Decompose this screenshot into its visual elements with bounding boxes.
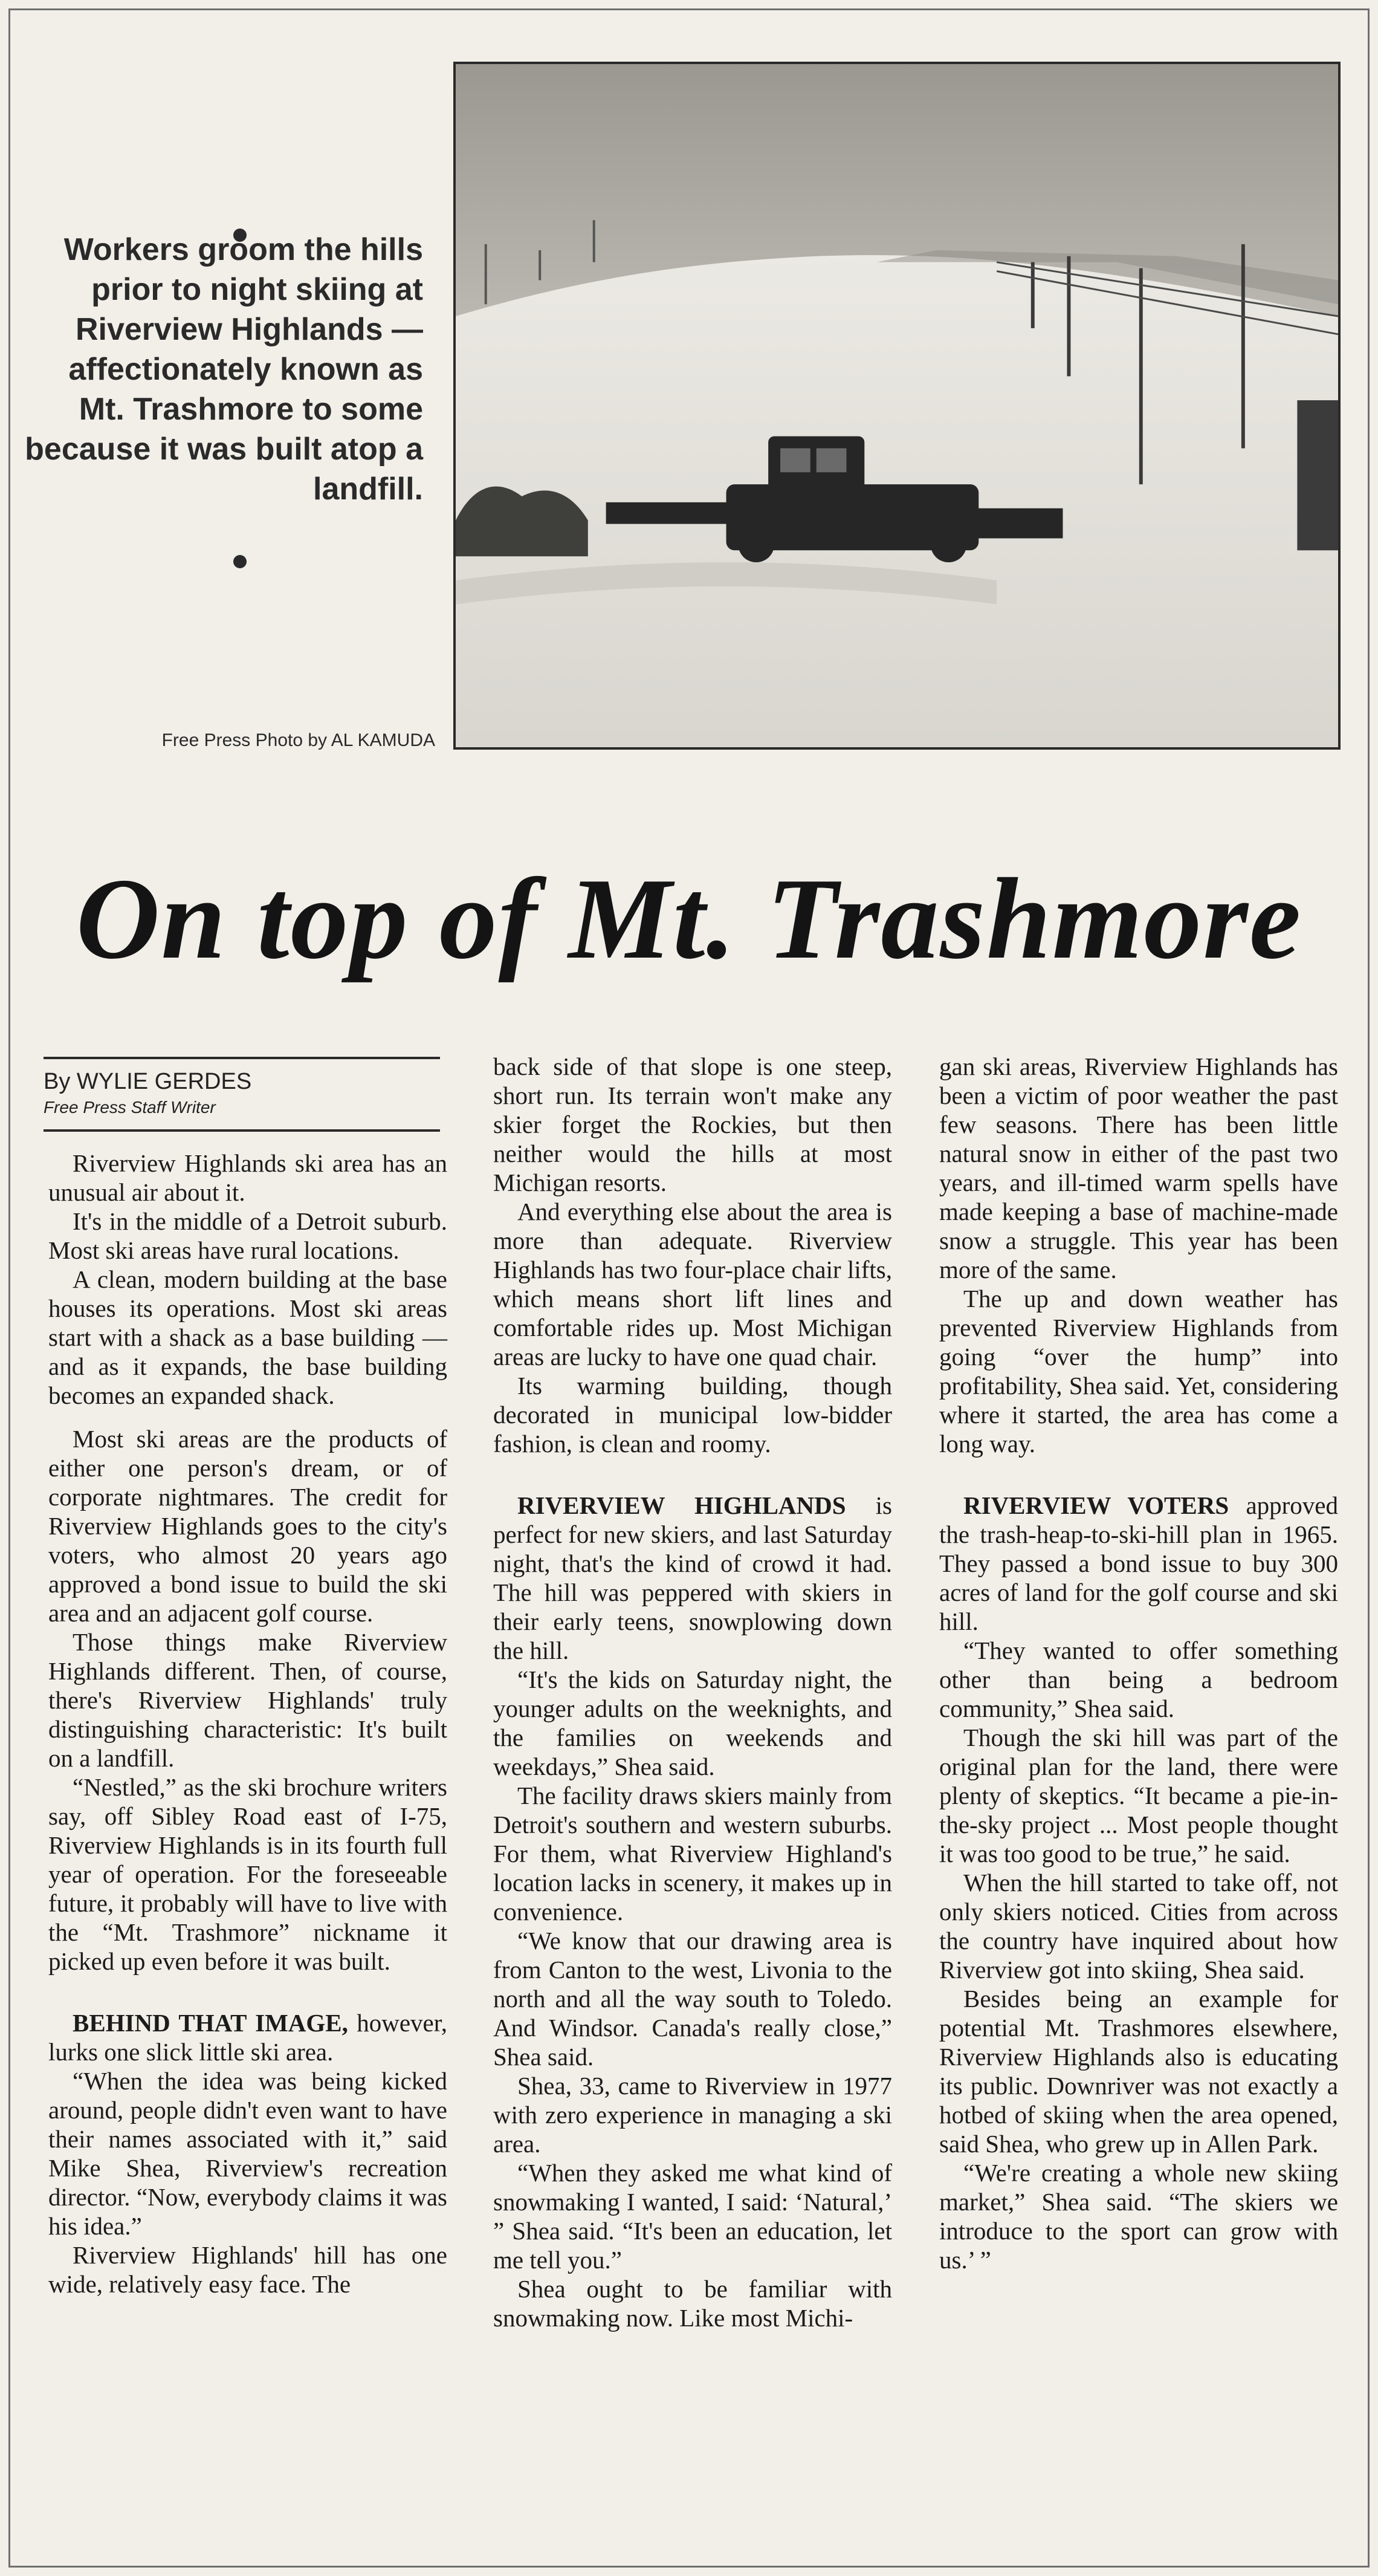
paragraph-lead: BEHIND THAT IMAGE,: [73, 2009, 348, 2037]
caption-bullet-bottom: [233, 555, 247, 568]
paragraph: Those things make Riverview Highlands different. Then, of course, there's Riverview Highlands' truly distinguishing characteristic: It's built on a landfill.: [48, 1628, 447, 1772]
paragraph: “When the idea was being kicked around, people didn't even want to have their names associated with it,” said Mike Shea, Riverview's recreation director. “Now, everybody claims it was his idea.”: [48, 2067, 447, 2240]
paragraph-lead: RIVERVIEW HIGHLANDS: [517, 1491, 846, 1519]
article-column-1: [48, 1149, 447, 2299]
paragraph: Its warming building, though decorated in municipal low-bidder fashion, is clean and roomy.: [493, 1372, 892, 1458]
byline-title: Free Press Staff Writer: [44, 1098, 216, 1117]
paragraph: Shea ought to be familiar with snowmaking now. Like most Michi-: [493, 2275, 892, 2332]
byline-rule-bottom: [44, 1129, 440, 1132]
paragraph: “We know that our drawing area is from Canton to the west, Livonia to the north and all the way south to Toledo. And Windsor. Canada's really close,” Shea said.: [493, 1927, 892, 2071]
photo-credit: Free Press Photo by AL KAMUDA: [161, 730, 435, 750]
paragraph: The up and down weather has prevented Riverview Highlands from going “over the hump” into profitability, Shea said. Yet, considering where it started, the area has come a long way.: [939, 1285, 1338, 1458]
paragraph: A clean, modern building at the base houses its operations. Most ski areas start with a shack as a base building — and as it expands, the base building becomes an expanded shack.: [48, 1265, 447, 1409]
paragraph: “When they asked me what kind of snowmaking I wanted, I said: ‘Natural,’ ” Shea said. “It's been an education, let me tell you.”: [493, 2159, 892, 2274]
article-column-2: [493, 1052, 892, 2332]
article-column-3: [939, 1052, 1338, 2274]
paragraph: It's in the middle of a Detroit suburb. Most ski areas have rural locations.: [48, 1207, 447, 1264]
paragraph: Riverview Highlands' hill has one wide, relatively easy face. The: [48, 2241, 447, 2298]
paragraph-text: is perfect for new skiers, and last Saturday night, that's the kind of crowd it had. The hill was peppered with skiers in their early teens, snowplowing down the hill.: [493, 1491, 892, 1664]
paragraph-lead: RIVERVIEW VOTERS: [963, 1491, 1229, 1519]
paragraph: “They wanted to offer something other than being a bedroom community,” Shea said.: [939, 1637, 1338, 1722]
paragraph: Most ski areas are the products of either one person's dream, or of corporate nightmares. The credit for Riverview Highlands goes to the city's voters, who almost 20 years ago approved a bond issue to build the ski area and an adjacent golf course.: [48, 1425, 447, 1627]
photo-caption: Workers groom the hills prior to night skiing at Riverview Highlands — affectionately known as Mt. Trashmore to some because it was built atop a landfill.: [25, 232, 423, 507]
snow-groomer-photo: [456, 64, 1338, 747]
paragraph: back side of that slope is one steep, short run. Its terrain won't make any skier forget the Rockies, but then neither would the hills at most Michigan resorts.: [493, 1053, 892, 1196]
byline-author: By WYLIE GERDES: [44, 1069, 252, 1094]
paragraph: The facility draws skiers mainly from Detroit's southern and western suburbs. For them, what Riverview Highland's location lacks in scenery, it makes up in convenience.: [493, 1782, 892, 1926]
headline: On top of Mt. Trashmore: [76, 854, 1302, 983]
paragraph: Riverview Highlands ski area has an unusual air about it.: [48, 1149, 447, 1206]
paragraph: “It's the kids on Saturday night, the younger adults on the weeknights, and the families on weekends and weekdays,” Shea said.: [493, 1666, 892, 1780]
byline-rule-top: [44, 1057, 440, 1059]
paragraph: “We're creating a whole new skiing market,” Shea said. “The skiers we introduce to the sport can grow with us.’ ”: [939, 2159, 1338, 2274]
paragraph-text: however, lurks one slick little ski area.: [48, 2009, 447, 2066]
paragraph: And everything else about the area is more than adequate. Riverview Highlands has two four-place chair lifts, which means short lift lines and comfortable rides up. Most Michigan areas are lucky to have one quad chair.: [493, 1198, 892, 1371]
paragraph: Shea, 33, came to Riverview in 1977 with zero experience in managing a ski area.: [493, 2072, 892, 2158]
paragraph: gan ski areas, Riverview Highlands has been a victim of poor weather the past few seasons. There has been little natural snow in either of the past two years, and ill-timed warm spells have made keeping a base of machine-made snow a struggle. This year has been more of the same.: [939, 1053, 1338, 1283]
paragraph: [939, 1491, 1338, 1636]
paragraph: [48, 2008, 447, 2066]
paragraph: Though the ski hill was part of the original plan for the land, there were plenty of skeptics. “It became a pie-in-the-sky project ... Most people thought it was too good to be true,” he said.: [939, 1724, 1338, 1867]
paragraph: When the hill started to take off, not only skiers noticed. Cities from across the country have inquired about how Riverview got into skiing, Shea said.: [939, 1869, 1338, 1984]
paragraph: “Nestled,” as the ski brochure writers say, off Sibley Road east of I-75, Riverview Highlands is in its fourth full year of operation. For the foreseeable future, it probably will have to live with the “Mt. Trashmore” nickname it picked up even before it was built.: [48, 1773, 447, 1975]
paragraph: Besides being an example for potential Mt. Trashmores elsewhere, Riverview Highlands also is educating its public. Downriver was not exactly a hotbed of skiing when the area opened, said Shea, who grew up in Allen Park.: [939, 1985, 1338, 2158]
article-photo: [453, 62, 1341, 750]
paragraph-text: approved the trash-heap-to-ski-hill plan in 1965. They passed a bond issue to buy 300 acres of land for the golf course and ski hill.: [939, 1491, 1338, 1635]
paragraph: [493, 1491, 892, 1665]
